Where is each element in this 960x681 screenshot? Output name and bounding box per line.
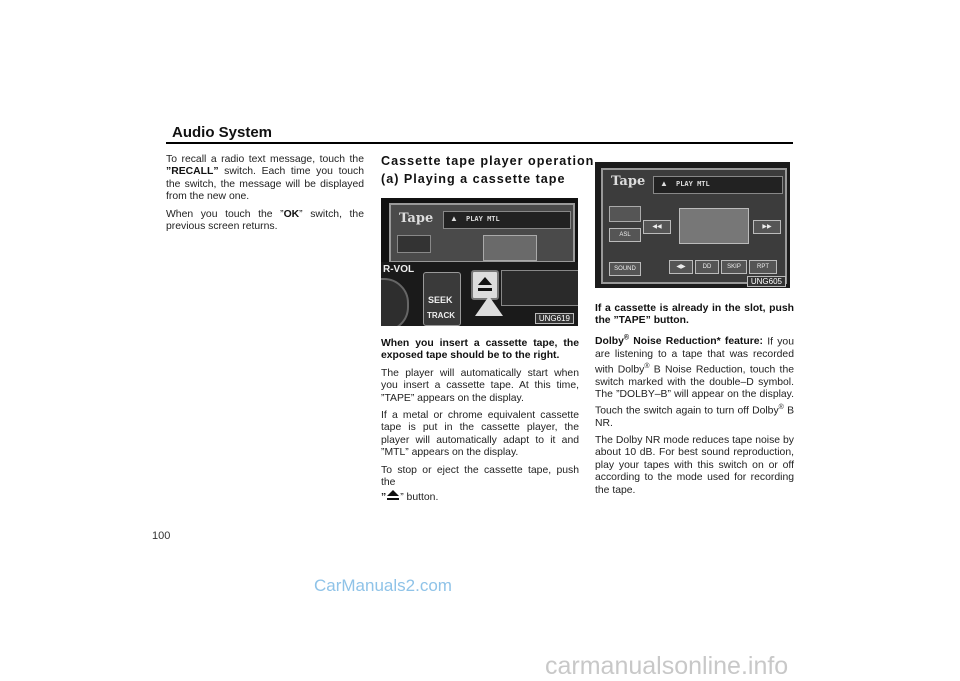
rewind-button: ◀◀ [643, 220, 671, 234]
display-screen [389, 203, 575, 263]
screen-title: Tape [399, 211, 434, 226]
eject-icon [473, 272, 497, 298]
asl-button: ASL [609, 228, 641, 242]
cassette-slot [501, 270, 578, 306]
skip-button: SKIP [721, 260, 747, 274]
rvol-label: R-VOL [383, 264, 415, 275]
arrow-indicator [475, 296, 503, 316]
page-number: 100 [152, 530, 171, 542]
cassette-operation-heading: Cassette tape player operation [381, 154, 595, 168]
tape-screen-figure [595, 162, 790, 288]
eject-paragraph: To stop or eject the cassette tape, push the ” ” button. [381, 464, 579, 504]
tape-display [601, 168, 787, 284]
header-rule [166, 142, 793, 144]
dolby-switch [609, 206, 641, 222]
figure-code-2: UNG605 [747, 276, 786, 287]
dolby-mode-paragraph: The Dolby NR mode reduces tape noise by about 10 dB. For best sound reproduction, play your tapes with this switch on or off according to the mode used for recording the tape. [595, 435, 794, 496]
watermark-carmanualsonline: carmanualsonline.info [545, 652, 789, 680]
sound-button: SOUND [609, 262, 641, 276]
cassette-insert-figure [381, 198, 578, 326]
status-bar [443, 211, 571, 229]
eject-symbol-icon [386, 489, 400, 501]
left-column [166, 154, 364, 238]
screen-icon-box [397, 235, 431, 253]
playing-cassette-heading: (a) Playing a cassette tape [381, 172, 566, 186]
dolby-paragraph: Dolby® Noise Reduction* feature: If you are listening to a tape that was recorded with Dolby® B Noise Reduction, touch the switch marked with the double–D symbol. The ”DOLBY–B” will appear on the display. Touch the switch again to turn off Dolby® B NR. [595, 334, 795, 429]
insert-instruction: When you insert a cassette tape, the exposed tape should be to the right. [381, 338, 579, 362]
reverse-play-button: ◀▶ [669, 260, 693, 274]
auto-start-paragraph: The player will automatically start when you insert a cassette tape. At this time, ”TAPE” appears on the display. [381, 367, 579, 404]
figure-code: UNG619 [535, 313, 574, 324]
cassette-graphic [483, 235, 537, 261]
tape-status-bar [653, 176, 783, 194]
metal-tape-paragraph: If a metal or chrome equivalent cassette tape is put in the cassette player, the player will automatically adapt to it and ”MTL” appears on the display. [381, 410, 579, 459]
tape-status-text: PLAY MTL [676, 180, 710, 188]
tape-button-instruction: If a cassette is already in the slot, push the ”TAPE” button. [595, 303, 794, 327]
middle-column [381, 338, 579, 510]
status-text: PLAY MTL [466, 215, 500, 223]
tape-screen-title: Tape [611, 174, 646, 189]
watermark-carmanuals2: CarManuals2.com [314, 576, 452, 595]
fast-forward-button: ▶▶ [753, 220, 781, 234]
play-indicator-icon: ▲ [450, 214, 458, 223]
seek-label: SEEK [428, 295, 453, 305]
right-column [595, 303, 794, 502]
recall-paragraph: To recall a radio text message, touch the ”RECALL” switch. Each time you touch the switch, the message will be displayed from the new one. [166, 154, 364, 203]
track-label: TRACK [427, 311, 455, 320]
dolby-button: DD [695, 260, 719, 274]
cassette-icon [679, 208, 749, 244]
seek-track-button [423, 272, 461, 326]
section-title: Audio System [172, 124, 273, 141]
rpt-button: RPT [749, 260, 777, 274]
ok-paragraph: When you touch the ”OK” switch, the previous screen returns. [166, 208, 364, 233]
tape-play-icon: ▲ [660, 179, 668, 188]
